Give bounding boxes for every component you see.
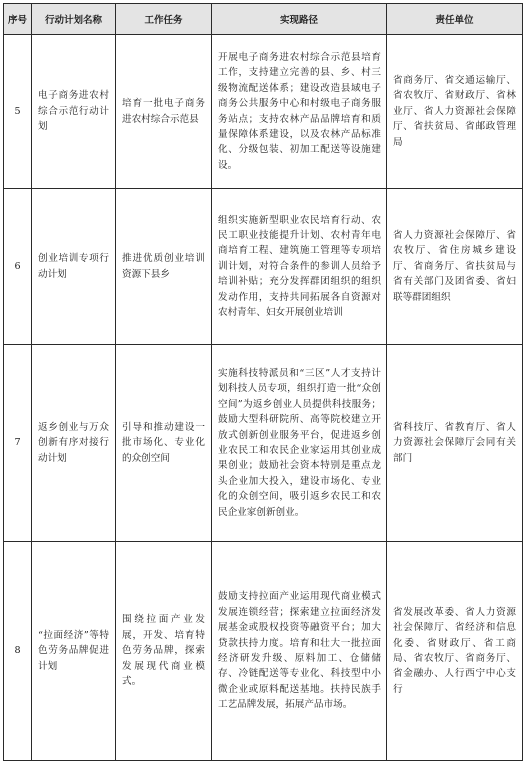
responsible-units: 省商务厅、省交通运输厅、省农牧厅、省财政厅、省林业厅、省人力资源社会保障厅、省扶贫局、省邮政管理局 [387, 35, 523, 189]
work-task: 引导和推动建设一批市场化、专业化的众创空间 [116, 345, 212, 542]
plan-name: 返乡创业与万众创新有序对接行动计划 [32, 345, 116, 542]
row-number: 6 [4, 189, 32, 345]
table-header [4, 4, 523, 35]
responsible-units: 省发展改革委、省人力资源社会保障厅、省经济和信息化委、省财政厅、省工商局、省农牧厅、省商务厅、省金融办、人行西宁中心支行 [387, 542, 523, 761]
responsible-units: 省人力资源社会保障厅、省农牧厅、省住房城乡建设厅、省商务厅、省扶贫局与省有关部门及团省委、省妇联等群团组织 [387, 189, 523, 345]
header-name: 行动计划名称 [32, 4, 116, 35]
table-row [4, 542, 523, 761]
work-task: 推进优质创业培训资源下县乡 [116, 189, 212, 345]
header-unit: 责任单位 [387, 4, 523, 35]
work-task: 围绕拉面产业发展，开发、培育特色劳务品牌，探索发展现代商业模式。 [116, 542, 212, 761]
action-plan-table [3, 3, 523, 761]
table-row [4, 189, 523, 345]
plan-name: 创业培训专项行动计划 [32, 189, 116, 345]
responsible-units: 省科技厅、省教育厅、省人力资源社会保障厅会同有关部门 [387, 345, 523, 542]
header-task: 工作任务 [116, 4, 212, 35]
implementation-path: 组织实施新型职业农民培育行动、农民工职业技能提升计划、农村青年电商培育工程、建筑施工管理等专项培训计划，对符合条件的参训人员给予培训补贴；充分发挥群团组织的组织发动作用，支持共同拓展各自资源对农村青年、妇女开展创业培训 [212, 189, 387, 345]
row-number: 7 [4, 345, 32, 542]
table-row [4, 35, 523, 189]
table-row [4, 345, 523, 542]
header-no: 序号 [4, 4, 32, 35]
plan-name: “拉面经济”等特色劳务品牌促进计划 [32, 542, 116, 761]
row-number: 5 [4, 35, 32, 189]
implementation-path: 实施科技特派员和“三区”人才支持计划科技人员专项，组织打造一批“众创空间”为返乡创业人员提供科技服务；鼓励大型科研院所、高等院校建立开放式创新创业服务平台，促进返乡创业农民工和农民企业家运用其创业成果创业；鼓励社会资本特别是重点龙头企业加大投入，建设市场化、专业化的众创空间，吸引返乡农民工和农民企业家创新创业。 [212, 345, 387, 542]
implementation-path: 开展电子商务进农村综合示范县培育工作，支持建立完善的县、乡、村三级物流配送体系；建设改造县域电子商务公共服务中心和村级电子商务服务站点；支持农林产品品牌培育和质量保障体系建设，以及农林产品标准化、分级包装、初加工配送等设施建设。 [212, 35, 387, 189]
header-path: 实现路径 [212, 4, 387, 35]
plan-name: 电子商务进农村综合示范行动计划 [32, 35, 116, 189]
implementation-path: 鼓励支持拉面产业运用现代商业模式发展连锁经营；探索建立拉面经济发展基金或股权投资等融资平台；加大贷款扶持力度。培育和壮大一批拉面经济研发升级、原料加工、仓储储存、冷链配送等专业化、科技型中小微企业或原料配送基地。扶持民族手工艺品牌发展，拓展产品市场。 [212, 542, 387, 761]
work-task: 培育一批电子商务进农村综合示范县 [116, 35, 212, 189]
row-number: 8 [4, 542, 32, 761]
